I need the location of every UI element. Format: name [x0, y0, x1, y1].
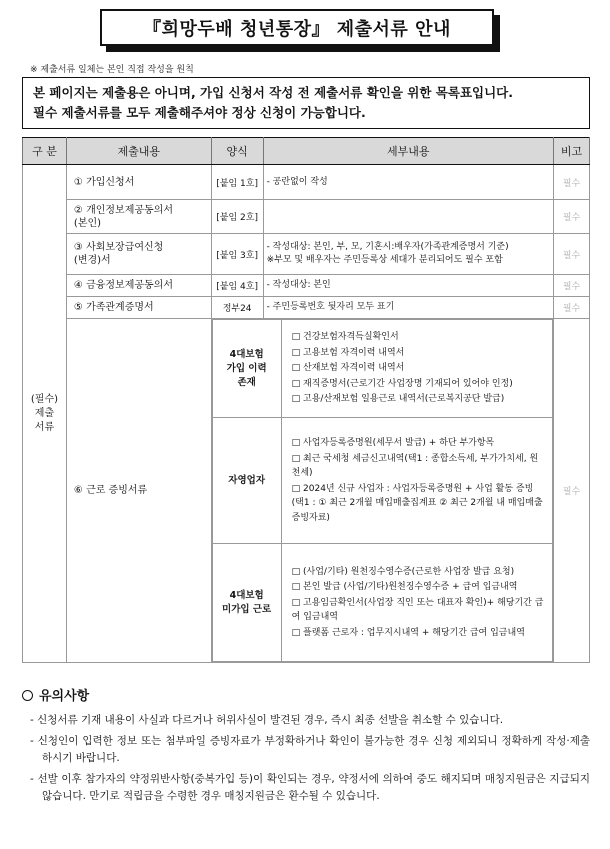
list-item: □ 고용보험 자격이력 내역서 [291, 347, 405, 358]
doc-detail: - 주민등록번호 뒷자리 모두 표기 [263, 297, 553, 319]
table-row [23, 319, 590, 663]
doc-form: 정부24 [211, 297, 263, 319]
doc-name: ⑤ 가족관계증명서 [66, 297, 211, 319]
list-item: □ 플랫폼 근로자 : 업무지시내역 + 해당기간 급여 입금내역 [291, 627, 525, 638]
doc-detail: - 작성대상: 본인, 부, 모, 기혼시:배우자(가족관계증명서 기준) ※부모 및 배우자는 주민등록상 세대가 분리되어도 필수 포함 [263, 234, 553, 275]
list-item: □ 고용/산재보험 일용근로 내역서(근로복지공단 발급) [291, 394, 505, 405]
header-detail: 세부내용 [263, 138, 553, 165]
intro-line-1: 본 페이지는 제출용은 아니며, 가입 신청서 작성 전 제출서류 확인을 위한 목록표입니다. [33, 85, 513, 100]
doc-detail: - 작성대상: 본인 [263, 275, 553, 297]
proof-group-items [281, 418, 552, 544]
notice-heading-text: 유의사항 [39, 689, 90, 704]
proof-group-items [281, 320, 552, 418]
proof-group-label: 4대보험 가입 이력 존재 [212, 320, 281, 418]
intro-line-2: 필수 제출서류를 모두 제출해주셔야 정상 신청이 가능합니다. [33, 105, 366, 120]
doc-form: [붙임 3호] [211, 234, 263, 275]
table-row [23, 297, 590, 319]
notice-list [30, 712, 590, 809]
circle-bullet-icon [22, 690, 33, 701]
documents-table [22, 137, 590, 663]
list-item: - 신청인이 입력한 정보 또는 첨부파일 증빙자료가 부정확하거나 확인이 불가능한 경우 신청 제외되니 정확하게 작성·제출하시기 바랍니다. [30, 735, 590, 764]
list-item: - 선발 이후 참가자의 약정위반사항(중복가입 등)이 확인되는 경우, 약정서에 의하여 중도 해지되며 매칭지원금은 지급되지 않습니다. 만기로 적립금을 수령한 경우 매칭지원금은 환수될 수 있습니다. [30, 773, 590, 802]
header-category: 구 분 [23, 138, 67, 165]
doc-form: [붙임 2호] [211, 200, 263, 234]
page-title: 『희망두배 청년통장』 제출서류 안내 [100, 9, 494, 46]
doc-name: ③ 사회보장급여신청 (변경)서 [66, 234, 211, 275]
header-form: 양식 [211, 138, 263, 165]
table-row [23, 275, 590, 297]
header-note: 비고 [554, 138, 590, 165]
proof-subtable [212, 319, 553, 662]
doc-note: 필수 [554, 275, 590, 297]
list-item: □ 재직증명서(근로기간 사업장명 기재되어 있어야 인정) [291, 378, 513, 389]
list-item: □ 2024년 신규 사업자 : 사업자등록증명원 + 사업 활동 증빙 (택1 : ① 최근 2개월 매입매출집계표 ② 최근 2개월 내 매입매출 증빙자료) [291, 483, 543, 523]
doc-name: ② 개인정보제공동의서 (본인) [66, 200, 211, 234]
list-item: □ (사업/기타) 원천징수영수증(근로한 사업장 발급 요청) [291, 566, 515, 577]
list-item: □ 사업자등록증명원(세무서 발급) + 하단 부가항목 [291, 438, 495, 448]
doc-note: 필수 [554, 165, 590, 200]
proof-group [212, 418, 552, 544]
category-cell [23, 165, 67, 663]
doc-name: ① 가입신청서 [66, 165, 211, 200]
doc-note: 필수 [554, 234, 590, 275]
submission-note: ※ 제출서류 일체는 본인 직접 작성을 원칙 [30, 65, 194, 75]
doc-name: ④ 금융정보제공동의서 [66, 275, 211, 297]
doc-note: 필수 [554, 319, 590, 663]
proof-group [212, 320, 552, 418]
list-item: □ 고용임금확인서(사업장 직인 또는 대표자 확인)+ 해당기간 급여 입금내역 [291, 597, 544, 623]
table-row [23, 234, 590, 275]
list-item: □ 본인 발급 (사업/기타)원천징수영수증 + 급여 입금내역 [291, 582, 518, 593]
doc-detail: - 공란없이 작성 [263, 165, 553, 200]
doc-form: [붙임 1호] [211, 165, 263, 200]
category-label: (필수) 제출 서류 [30, 393, 59, 433]
list-item: □ 산재보험 자격이력 내역서 [291, 363, 405, 374]
proof-group-label: 자영업자 [212, 418, 281, 544]
intro-box [22, 77, 590, 129]
table-row [23, 165, 590, 200]
list-item: □ 최근 국세청 세금신고내역(택1 : 종합소득세, 부가가치세, 원천세) [291, 453, 539, 478]
doc-note: 필수 [554, 200, 590, 234]
table-row [23, 200, 590, 234]
doc-name: ⑥ 근로 증빙서류 [66, 319, 211, 663]
list-item: - 신청서류 기재 내용이 사실과 다르거나 허위사실이 발견된 경우, 즉시 최종 선발을 취소할 수 있습니다. [30, 714, 504, 726]
proof-group [212, 544, 552, 662]
list-item: □ 건강보험자격득실확인서 [291, 332, 399, 343]
header-content: 제출내용 [66, 138, 211, 165]
proof-group-items [281, 544, 552, 662]
proof-group-label: 4대보험 미가입 근로 [212, 544, 281, 662]
doc-detail [263, 200, 553, 234]
doc-form: [붙임 4호] [211, 275, 263, 297]
title-banner [100, 9, 500, 51]
table-header-row [23, 138, 590, 165]
proof-subtable-cell [211, 319, 553, 663]
doc-note: 필수 [554, 297, 590, 319]
notice-heading [22, 685, 89, 704]
